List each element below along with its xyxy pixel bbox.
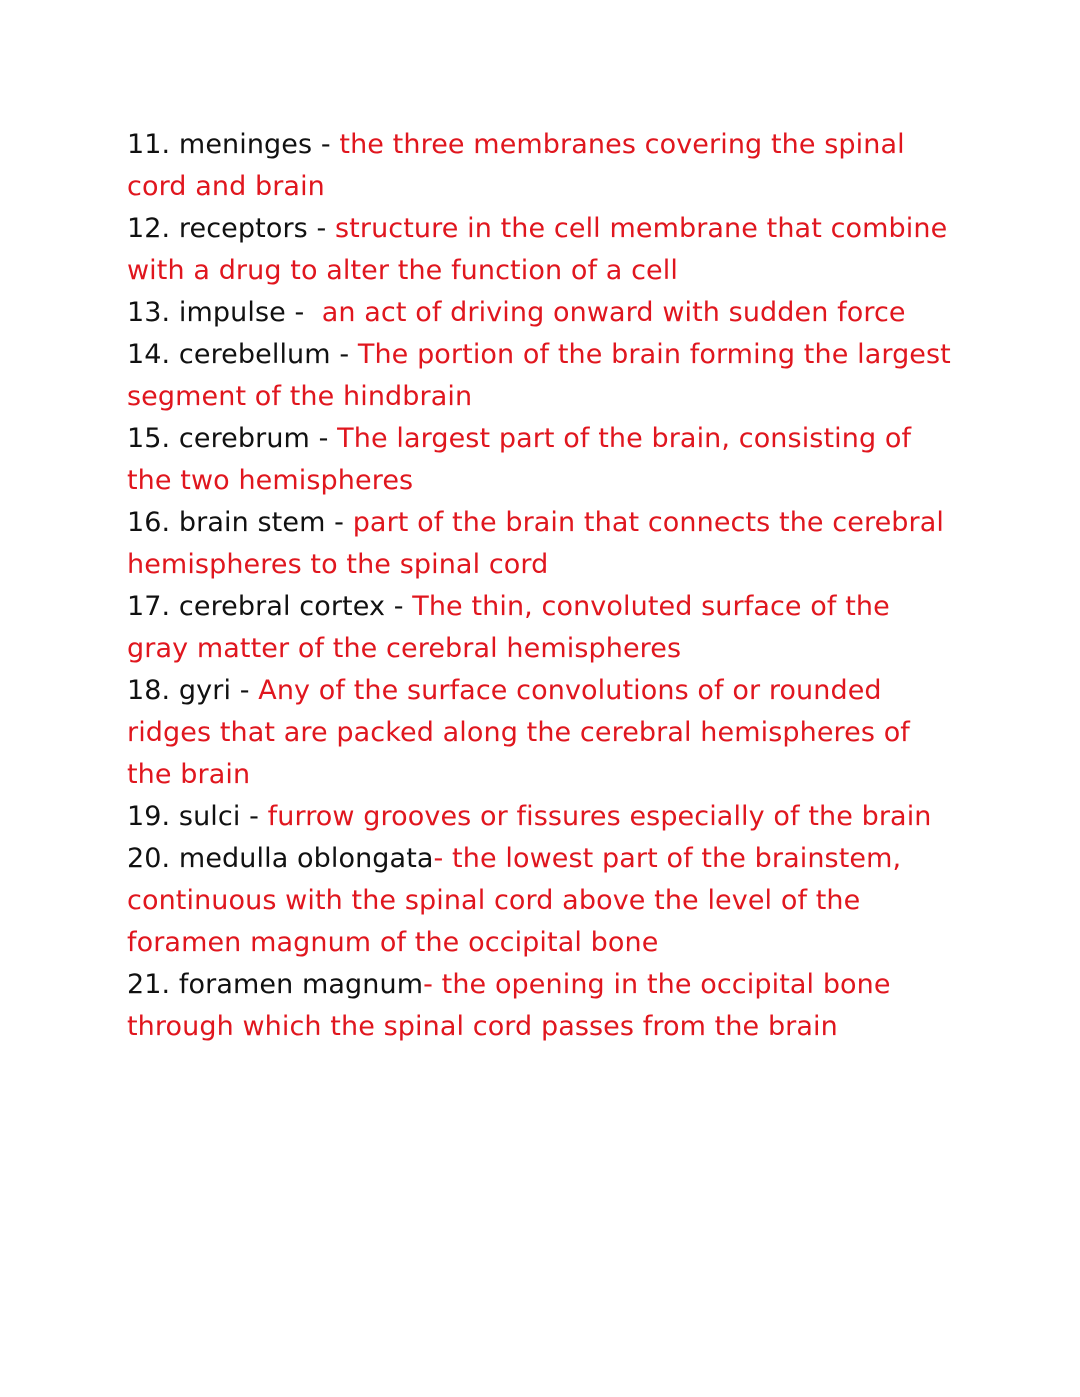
glossary-entry-cerebral-cortex — [127, 586, 957, 670]
term: 20. medulla oblongata — [127, 843, 434, 874]
term: 18. gyri - — [127, 675, 259, 706]
definition: structure in the cell membrane that combine with a drug to alter the function of a cell — [127, 213, 948, 286]
document-page — [127, 124, 957, 1048]
glossary-entry-meninges — [127, 124, 957, 208]
glossary-entry-cerebellum — [127, 334, 957, 418]
term: 13. impulse - — [127, 297, 322, 328]
term: 19. sulci - — [127, 801, 268, 832]
definition: furrow grooves or fissures especially of the brain — [267, 801, 932, 832]
definition: an act of driving onward with sudden force — [321, 297, 906, 328]
term: 16. brain stem - — [127, 507, 353, 538]
term: 15. cerebrum - — [127, 423, 338, 454]
term: 14. cerebellum - — [127, 339, 358, 370]
definition: The thin, convoluted surface of the gray matter of the cerebral hemispheres — [127, 591, 890, 664]
glossary-entry-receptors — [127, 208, 957, 292]
glossary-entry-impulse — [127, 292, 957, 334]
term: 21. foramen magnum — [127, 969, 424, 1000]
glossary-entry-cerebrum — [127, 418, 957, 502]
glossary-entry-gyri — [127, 670, 957, 796]
definition: Any of the surface convolutions of or rounded ridges that are packed along the cerebral hemispheres of the brain — [127, 675, 910, 790]
glossary-entry-medulla-oblongata — [127, 838, 957, 964]
term: 11. meninges - — [127, 129, 340, 160]
definition: The portion of the brain forming the largest segment of the hindbrain — [127, 339, 951, 412]
definition: the three membranes covering the spinal cord and brain — [127, 129, 905, 202]
term: 12. receptors - — [127, 213, 336, 244]
definition: part of the brain that connects the cerebral hemispheres to the spinal cord — [127, 507, 944, 580]
definition: - the opening in the occipital bone through which the spinal cord passes from the brain — [127, 969, 891, 1042]
glossary-entry-foramen-magnum — [127, 964, 957, 1048]
glossary-entry-sulci — [127, 796, 957, 838]
term: 17. cerebral cortex - — [127, 591, 413, 622]
definition: The largest part of the brain, consisting of the two hemispheres — [127, 423, 912, 496]
glossary-entry-brain-stem — [127, 502, 957, 586]
definition: - the lowest part of the brainstem, continuous with the spinal cord above the level of the foramen magnum of the occipital bone — [127, 843, 902, 958]
